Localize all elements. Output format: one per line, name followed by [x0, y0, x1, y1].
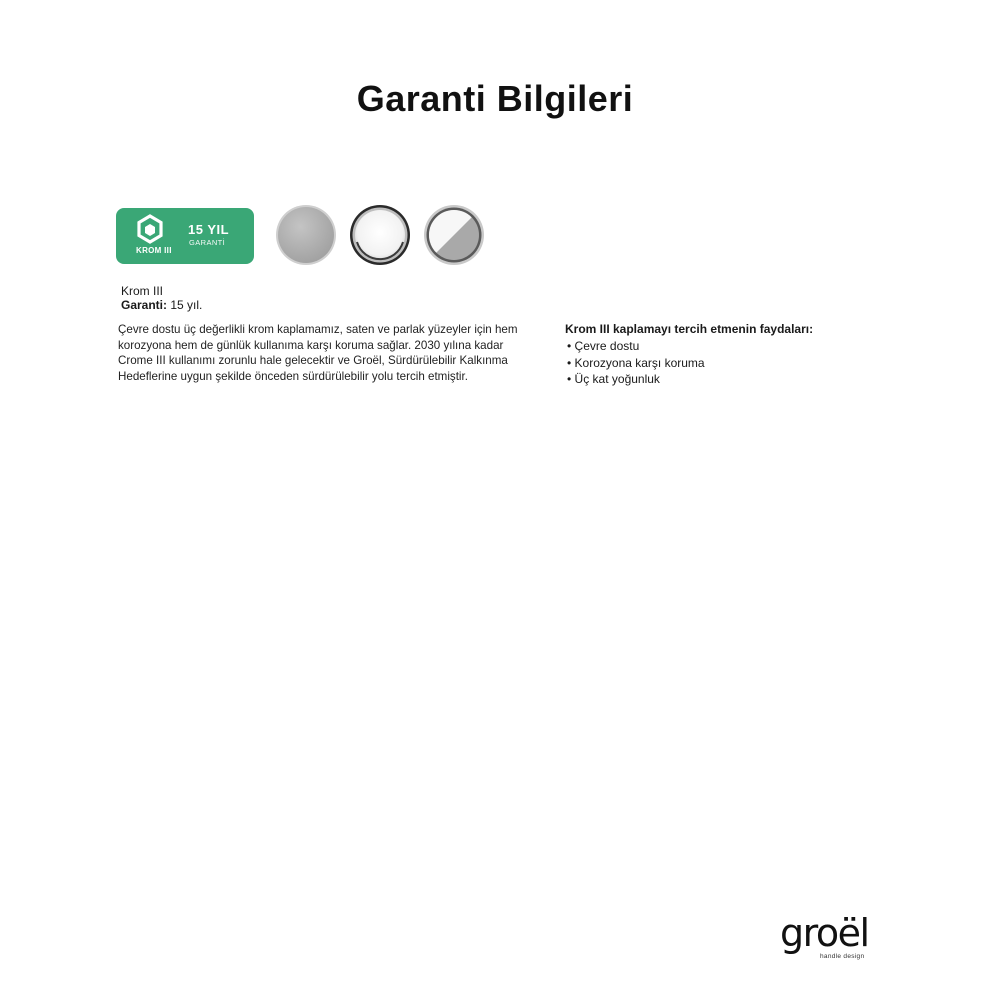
warranty-badge [116, 208, 254, 264]
warranty-value: 15 yıl. [167, 298, 203, 312]
benefits-title: Krom III kaplamayı tercih etmenin faydaları: [565, 322, 814, 336]
logo-wordmark: groël [780, 911, 869, 955]
badge-finish-label: KROM III [136, 246, 172, 255]
list-item: • Üç kat yoğunluk [567, 371, 705, 388]
warranty-line [121, 298, 202, 312]
benefits-list [567, 338, 705, 388]
finish-description: Çevre dostu üç değerlikli krom kaplamamız, saten ve parlak yüzeyler için hem korozyona hem de günlük kullanıma karşı koruma sağlar. 2030 yılına kadar Crome III kullanımı zorunlu hale gelecektir ve Groël, Sürdürülebilir Kalkınma Hedeflerine uygun şekilde önceden sürdürülebilir yolu tercih etmiştir. [118, 323, 518, 383]
mixed-swatch [423, 204, 485, 266]
cube-icon [136, 214, 164, 246]
glossy-swatch [349, 204, 411, 266]
brand-logo [780, 913, 880, 963]
badge-guarantee-label: GARANTİ [189, 238, 226, 247]
list-item: • Çevre dostu [567, 338, 705, 355]
page-title: Garanti Bilgileri [356, 78, 634, 119]
badge-years: 15 YIL [188, 222, 230, 237]
warranty-label: Garanti: [121, 298, 168, 312]
finish-name: Krom III [121, 284, 164, 298]
satin-swatch [275, 204, 337, 266]
list-item: • Korozyona karşı koruma [567, 355, 705, 372]
logo-tagline: handle design [820, 953, 865, 960]
